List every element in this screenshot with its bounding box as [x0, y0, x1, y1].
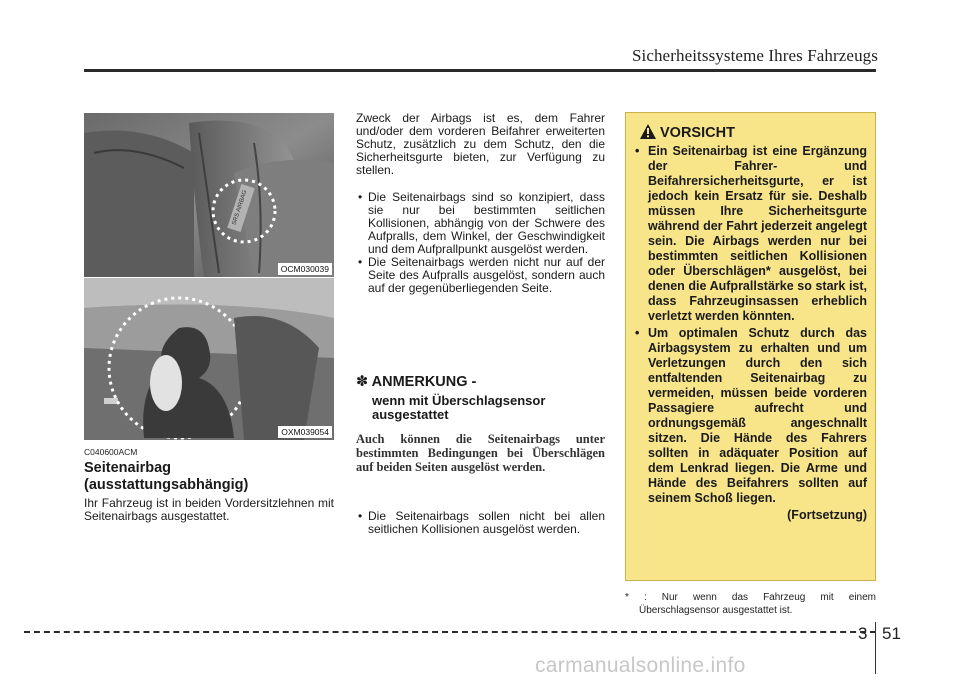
page-number: 51	[882, 624, 901, 643]
warning-title: VORSICHT	[660, 125, 735, 141]
footnote-line2: Überschlagsensor ausgestattet ist.	[639, 605, 793, 616]
warning-triangle-icon	[640, 124, 656, 139]
list-item: • Die Seitenairbags werden nicht nur auf der Seite des Aufpralls ausgelöst, sondern auch auf der gegenüberliegenden Seite.	[356, 256, 605, 295]
footnote-line1: * : Nur wenn das Fahrzeug mit einem	[625, 592, 876, 603]
list-item: • Die Seitenairbags sollen nicht bei allen seitlichen Kollisionen ausgelöst werden.	[356, 510, 605, 536]
srs-airbag-label: SRS AIRBAG	[231, 189, 249, 226]
chapter-number: 3	[858, 624, 868, 643]
warning-list	[634, 144, 867, 523]
warning-item: • Um optimalen Schutz durch das Airbagsystem zu erhalten und um Verletzungen durch den sich entfaltenden Seitenairbag zu vermeiden, müssen beide vorderen Passagiere aufrecht und ordnungsgemäß angeschnallt sitzen. Die Hände des Fahrers sollten in adäquater Position auf dem Lenkrad liegen. Die Arme und Hände des Beifahrers sollten auf seinem Schoß liegen.	[634, 326, 867, 506]
page-header-title: Sicherheitssysteme Ihres Fahrzeugs	[631, 46, 878, 65]
image-code: OXM039054	[278, 426, 332, 438]
note-title: ANMERKUNG -	[371, 374, 477, 390]
section-title	[84, 460, 334, 494]
watermark: carmanualsonline.info	[535, 654, 746, 677]
warning-heading	[640, 125, 735, 141]
page-number-separator	[875, 622, 876, 674]
side-airbag-photo	[84, 278, 334, 440]
middle-column-lower	[356, 510, 605, 536]
note-symbol-icon: ✽	[356, 374, 369, 390]
warning-box	[625, 112, 876, 581]
list-item: • Die Seitenairbags sind so konzipiert, dass sie nur bei bestimmten seitlichen Kollisionen, abhängig von der Schwere des Aufpralls, dem Winkel, der Geschwindigkeit und dem Aufprallpunkt ausgelöst werden.	[356, 191, 605, 256]
note-body: Auch können die Seitenairbags unter bestimmten Bedingungen bei Überschlägen auf beiden Seiten ausgelöst werden.	[356, 432, 605, 474]
intro-paragraph: Zweck der Airbags ist es, dem Fahrer und/oder dem vorderen Beifahrer erweiterten Schutz, zusätzlich zu dem Schutz, den die Sicherheitsgurte bieten, zur Verfügung zu stellen.	[356, 111, 605, 177]
note-subtitle: wenn mit Überschlagsensor ausgestattet	[372, 393, 546, 422]
warning-item: • Ein Seitenairbag ist eine Ergänzung der Fahrer- und Beifahrersicherheitsgurte, er ist jedoch kein Ersatz für sie. Deshalb müssen Ihre Sicherheitsgurte während der Fahrt jederzeit angelegt sein. Die Airbags werden nur bei bestimmten seitlichen Kollisionen oder Überschlägen* ausgelöst, bei denen die Aufprallstärke so stark ist, dass Fahrzeuginsassen erheblich verletzt werden könnten.	[634, 144, 867, 324]
footnote	[625, 591, 876, 617]
note-heading	[356, 374, 476, 390]
section-title-line2: (ausstattungsabhängig)	[84, 477, 249, 493]
section-code: C040600ACM	[84, 447, 138, 457]
seat-airbag-photo	[84, 113, 334, 277]
continued-label: (Fortsetzung)	[787, 508, 867, 522]
header-rule	[84, 69, 876, 72]
section-title-line1: Seitenairbag	[84, 460, 172, 476]
middle-column	[356, 112, 605, 295]
footer-rule	[24, 631, 876, 633]
section-body: Ihr Fahrzeug ist in beiden Vordersitzlehnen mit Seitenairbags ausgestattet.	[84, 496, 334, 523]
image-code: OCM030039	[278, 263, 332, 275]
